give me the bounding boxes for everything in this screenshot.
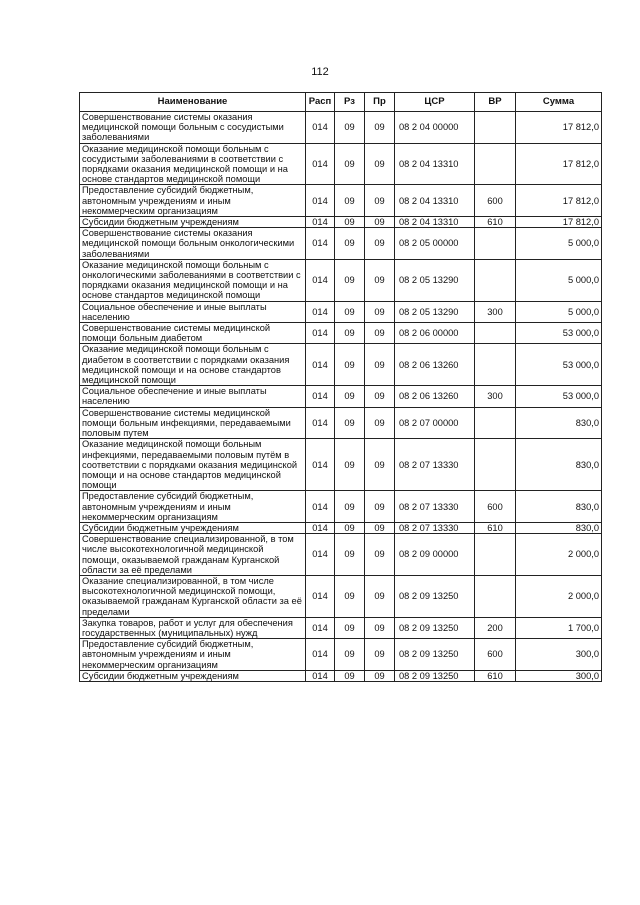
cell-sum: 830,0 <box>516 439 602 491</box>
budget-table <box>79 92 602 682</box>
cell-pr: 09 <box>365 228 395 260</box>
header-rz: Рз <box>335 93 365 112</box>
cell-csr: 08 2 04 13310 <box>395 217 475 228</box>
cell-pr: 09 <box>365 575 395 617</box>
cell-name: Совершенствование специализированной, в том числе высокотехнологичной медицинской помощи, оказываемой гражданам Курганской области за её пределами <box>80 534 306 576</box>
cell-vr <box>475 534 516 576</box>
cell-csr: 08 2 05 13290 <box>395 301 475 322</box>
cell-rz: 09 <box>335 344 365 386</box>
cell-pr: 09 <box>365 617 395 638</box>
cell-rasp: 014 <box>306 639 335 671</box>
cell-rz: 09 <box>335 143 365 185</box>
cell-rz: 09 <box>335 228 365 260</box>
cell-pr: 09 <box>365 259 395 301</box>
table-row <box>80 217 602 228</box>
cell-pr: 09 <box>365 670 395 681</box>
cell-rz: 09 <box>335 617 365 638</box>
cell-rasp: 014 <box>306 491 335 523</box>
cell-pr: 09 <box>365 143 395 185</box>
cell-name: Совершенствование системы медицинской помощи больным инфекциями, передаваемыми половым путем <box>80 407 306 439</box>
cell-rz: 09 <box>335 522 365 533</box>
cell-rasp: 014 <box>306 228 335 260</box>
cell-rz: 09 <box>335 217 365 228</box>
header-pr: Пр <box>365 93 395 112</box>
cell-sum: 2 000,0 <box>516 534 602 576</box>
cell-vr: 300 <box>475 301 516 322</box>
cell-rasp: 014 <box>306 670 335 681</box>
cell-csr: 08 2 07 00000 <box>395 407 475 439</box>
cell-csr: 08 2 06 13260 <box>395 386 475 407</box>
table-row <box>80 228 602 260</box>
cell-rasp: 014 <box>306 344 335 386</box>
cell-csr: 08 2 06 13260 <box>395 344 475 386</box>
table-row <box>80 323 602 344</box>
page-number: 112 <box>311 66 329 78</box>
table-row <box>80 522 602 533</box>
cell-sum: 5 000,0 <box>516 301 602 322</box>
cell-rz: 09 <box>335 407 365 439</box>
cell-rasp: 014 <box>306 522 335 533</box>
cell-name: Оказание медицинской помощи больным инфекциями, передаваемыми половым путём в соответствии с порядками оказания медицинской помощи и на основе стандартов медицинской помощи <box>80 439 306 491</box>
cell-vr <box>475 344 516 386</box>
cell-name: Оказание медицинской помощи больным с онкологическими заболеваниями в соответствии с порядками оказания медицинской помощи и на основе стандартов медицинской помощи <box>80 259 306 301</box>
cell-rz: 09 <box>335 575 365 617</box>
cell-name: Оказание медицинской помощи больным с диабетом в соответствии с порядками оказания медицинской помощи и на основе стандартов медицинской помощи <box>80 344 306 386</box>
cell-name: Закупка товаров, работ и услуг для обеспечения государственных (муниципальных) нужд <box>80 617 306 638</box>
cell-sum: 53 000,0 <box>516 344 602 386</box>
cell-vr: 600 <box>475 639 516 671</box>
cell-pr: 09 <box>365 386 395 407</box>
cell-csr: 08 2 07 13330 <box>395 491 475 523</box>
cell-rasp: 014 <box>306 217 335 228</box>
cell-sum: 17 812,0 <box>516 217 602 228</box>
table-row <box>80 534 602 576</box>
cell-sum: 5 000,0 <box>516 228 602 260</box>
table-row <box>80 639 602 671</box>
table-header-row <box>80 93 602 112</box>
cell-vr: 600 <box>475 491 516 523</box>
cell-name: Субсидии бюджетным учреждениям <box>80 522 306 533</box>
header-csr: ЦСР <box>395 93 475 112</box>
cell-vr: 600 <box>475 185 516 217</box>
cell-rasp: 014 <box>306 143 335 185</box>
cell-pr: 09 <box>365 534 395 576</box>
cell-sum: 17 812,0 <box>516 143 602 185</box>
cell-csr: 08 2 09 13250 <box>395 617 475 638</box>
cell-pr: 09 <box>365 522 395 533</box>
table-row <box>80 259 602 301</box>
cell-sum: 830,0 <box>516 407 602 439</box>
cell-vr <box>475 323 516 344</box>
cell-pr: 09 <box>365 639 395 671</box>
cell-name: Предоставление субсидий бюджетным, автономным учреждениям и иным некоммерческим организациям <box>80 185 306 217</box>
cell-sum: 53 000,0 <box>516 386 602 407</box>
cell-rz: 09 <box>335 259 365 301</box>
cell-vr <box>475 112 516 144</box>
table-row <box>80 439 602 491</box>
cell-name: Социальное обеспечение и иные выплаты населению <box>80 301 306 322</box>
cell-rz: 09 <box>335 491 365 523</box>
cell-pr: 09 <box>365 217 395 228</box>
cell-rasp: 014 <box>306 386 335 407</box>
cell-rz: 09 <box>335 534 365 576</box>
cell-name: Предоставление субсидий бюджетным, автономным учреждениям и иным некоммерческим организациям <box>80 491 306 523</box>
cell-pr: 09 <box>365 491 395 523</box>
cell-pr: 09 <box>365 407 395 439</box>
header-vr: ВР <box>475 93 516 112</box>
cell-rz: 09 <box>335 439 365 491</box>
cell-name: Социальное обеспечение и иные выплаты населению <box>80 386 306 407</box>
cell-csr: 08 2 06 00000 <box>395 323 475 344</box>
cell-rasp: 014 <box>306 112 335 144</box>
cell-rasp: 014 <box>306 534 335 576</box>
cell-csr: 08 2 05 13290 <box>395 259 475 301</box>
cell-pr: 09 <box>365 344 395 386</box>
cell-vr <box>475 228 516 260</box>
cell-name: Субсидии бюджетным учреждениям <box>80 217 306 228</box>
cell-pr: 09 <box>365 112 395 144</box>
cell-rasp: 014 <box>306 407 335 439</box>
cell-rasp: 014 <box>306 301 335 322</box>
cell-sum: 5 000,0 <box>516 259 602 301</box>
cell-csr: 08 2 09 13250 <box>395 670 475 681</box>
table-row <box>80 575 602 617</box>
header-rasp: Расп <box>306 93 335 112</box>
cell-pr: 09 <box>365 185 395 217</box>
table-row <box>80 185 602 217</box>
cell-csr: 08 2 07 13330 <box>395 439 475 491</box>
cell-rasp: 014 <box>306 439 335 491</box>
cell-vr: 200 <box>475 617 516 638</box>
cell-sum: 300,0 <box>516 670 602 681</box>
cell-name: Субсидии бюджетным учреждениям <box>80 670 306 681</box>
cell-csr: 08 2 05 00000 <box>395 228 475 260</box>
cell-sum: 17 812,0 <box>516 185 602 217</box>
cell-rasp: 014 <box>306 185 335 217</box>
cell-pr: 09 <box>365 323 395 344</box>
cell-rz: 09 <box>335 639 365 671</box>
cell-name: Совершенствование системы оказания медицинской помощи больным онкологическими заболеваниями <box>80 228 306 260</box>
cell-sum: 17 812,0 <box>516 112 602 144</box>
table-row <box>80 617 602 638</box>
cell-csr: 08 2 04 13310 <box>395 143 475 185</box>
table-row <box>80 301 602 322</box>
cell-csr: 08 2 09 13250 <box>395 639 475 671</box>
cell-vr: 300 <box>475 386 516 407</box>
cell-rasp: 014 <box>306 259 335 301</box>
cell-vr <box>475 143 516 185</box>
cell-rasp: 014 <box>306 575 335 617</box>
table-row <box>80 386 602 407</box>
table-row <box>80 670 602 681</box>
cell-rasp: 014 <box>306 323 335 344</box>
cell-csr: 08 2 04 00000 <box>395 112 475 144</box>
cell-vr <box>475 439 516 491</box>
table-row <box>80 143 602 185</box>
table-row <box>80 112 602 144</box>
table-body <box>80 112 602 682</box>
cell-sum: 830,0 <box>516 522 602 533</box>
cell-rz: 09 <box>335 670 365 681</box>
cell-name: Совершенствование системы оказания медицинской помощи больным с сосудистыми заболеваниями <box>80 112 306 144</box>
cell-name: Совершенствование системы медицинской помощи больным диабетом <box>80 323 306 344</box>
cell-rz: 09 <box>335 323 365 344</box>
cell-name: Оказание медицинской помощи больным с сосудистыми заболеваниями в соответствии с порядками оказания медицинской помощи и на основе стандартов медицинской помощи <box>80 143 306 185</box>
cell-vr: 610 <box>475 522 516 533</box>
cell-rz: 09 <box>335 386 365 407</box>
table-row <box>80 491 602 523</box>
cell-vr <box>475 259 516 301</box>
cell-rz: 09 <box>335 112 365 144</box>
cell-pr: 09 <box>365 439 395 491</box>
cell-sum: 2 000,0 <box>516 575 602 617</box>
cell-sum: 830,0 <box>516 491 602 523</box>
cell-vr: 610 <box>475 670 516 681</box>
cell-rz: 09 <box>335 185 365 217</box>
cell-csr: 08 2 07 13330 <box>395 522 475 533</box>
cell-csr: 08 2 09 13250 <box>395 575 475 617</box>
header-sum: Сумма <box>516 93 602 112</box>
cell-vr <box>475 575 516 617</box>
cell-csr: 08 2 04 13310 <box>395 185 475 217</box>
cell-vr <box>475 407 516 439</box>
table-row <box>80 407 602 439</box>
cell-name: Оказание специализированной, в том числе высокотехнологичной медицинской помощи, оказываемой гражданам Курганской области за её пределами <box>80 575 306 617</box>
cell-name: Предоставление субсидий бюджетным, автономным учреждениям и иным некоммерческим организациям <box>80 639 306 671</box>
cell-pr: 09 <box>365 301 395 322</box>
cell-sum: 300,0 <box>516 639 602 671</box>
cell-csr: 08 2 09 00000 <box>395 534 475 576</box>
cell-rasp: 014 <box>306 617 335 638</box>
cell-sum: 1 700,0 <box>516 617 602 638</box>
table-row <box>80 344 602 386</box>
cell-vr: 610 <box>475 217 516 228</box>
header-name: Наименование <box>80 93 306 112</box>
cell-sum: 53 000,0 <box>516 323 602 344</box>
cell-rz: 09 <box>335 301 365 322</box>
